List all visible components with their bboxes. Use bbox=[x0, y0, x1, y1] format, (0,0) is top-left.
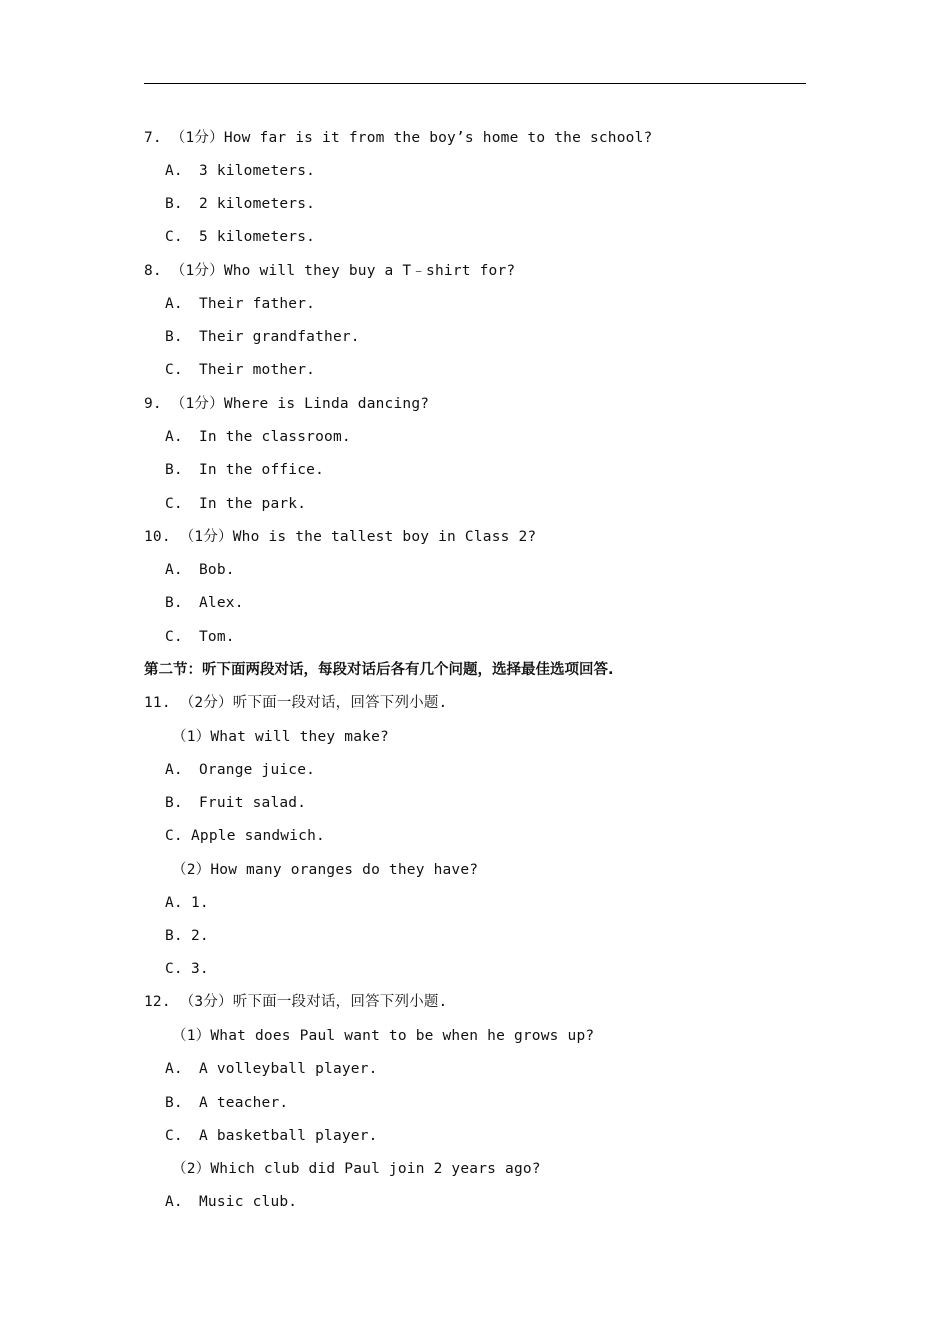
option-text: Apple sandwich. bbox=[191, 828, 325, 844]
question-7-stem: 7. （1分）How far is it from the boy’s home to the school? bbox=[144, 130, 653, 146]
option-letter: A. bbox=[165, 762, 183, 778]
option-text: Tom. bbox=[199, 629, 235, 645]
option-letter: B. bbox=[165, 1095, 183, 1111]
question-11-part-2-stem: （2）How many oranges do they have? bbox=[172, 862, 479, 878]
section-2-heading: 第二节：听下面两段对话，每段对话后各有几个问题，选择最佳选项回答. bbox=[144, 662, 614, 678]
option-text: 1. bbox=[191, 895, 209, 911]
option-letter: B. bbox=[165, 595, 183, 611]
option-text: 2. bbox=[191, 928, 209, 944]
question-11-2-option-a[interactable] bbox=[165, 894, 209, 912]
option-letter: C. bbox=[165, 629, 183, 645]
option-text: In the classroom. bbox=[199, 429, 351, 445]
option-letter: B. bbox=[165, 196, 183, 212]
option-letter: B. bbox=[165, 462, 183, 478]
option-letter: C. bbox=[165, 961, 183, 977]
question-11-2-option-b[interactable] bbox=[165, 927, 209, 945]
option-text: Their mother. bbox=[199, 362, 316, 378]
question-12-1-option-b[interactable] bbox=[165, 1094, 288, 1112]
option-text: Fruit salad. bbox=[199, 795, 307, 811]
question-11-1-option-c[interactable] bbox=[165, 827, 325, 845]
option-letter: C. bbox=[165, 362, 183, 378]
question-8-option-a[interactable] bbox=[165, 295, 315, 313]
option-text: Orange juice. bbox=[199, 762, 316, 778]
question-11-2-option-c[interactable] bbox=[165, 960, 209, 978]
question-9-option-b[interactable] bbox=[165, 461, 324, 479]
question-11-1-option-a[interactable] bbox=[165, 761, 315, 779]
question-9-stem: 9. （1分）Where is Linda dancing? bbox=[144, 396, 430, 412]
question-10-option-c[interactable] bbox=[165, 628, 235, 646]
option-text: A volleyball player. bbox=[199, 1061, 378, 1077]
option-letter: C. bbox=[165, 229, 183, 245]
option-text: Bob. bbox=[199, 562, 235, 578]
option-text: In the park. bbox=[199, 496, 307, 512]
option-letter: A. bbox=[165, 562, 183, 578]
option-text: Their grandfather. bbox=[199, 329, 360, 345]
option-text: A teacher. bbox=[199, 1095, 289, 1111]
option-letter: B. bbox=[165, 329, 183, 345]
question-9-option-c[interactable] bbox=[165, 495, 306, 513]
question-12-1-option-a[interactable] bbox=[165, 1060, 378, 1078]
option-letter: C. bbox=[165, 1128, 183, 1144]
question-11-part-1-stem: （1）What will they make? bbox=[172, 729, 389, 745]
question-12-part-1-stem: （1）What does Paul want to be when he grows up? bbox=[172, 1028, 595, 1044]
option-letter: A. bbox=[165, 163, 183, 179]
question-8-option-c[interactable] bbox=[165, 361, 315, 379]
header-rule bbox=[144, 83, 806, 84]
question-7-option-c[interactable] bbox=[165, 228, 315, 246]
option-text: Alex. bbox=[199, 595, 244, 611]
option-text: 2 kilometers. bbox=[199, 196, 316, 212]
option-letter: A. bbox=[165, 429, 183, 445]
option-letter: A. bbox=[165, 895, 183, 911]
option-text: 3. bbox=[191, 961, 209, 977]
option-text: A basketball player. bbox=[199, 1128, 378, 1144]
question-8-option-b[interactable] bbox=[165, 328, 360, 346]
option-letter: C. bbox=[165, 496, 183, 512]
option-letter: C. bbox=[165, 828, 183, 844]
option-text: Music club. bbox=[199, 1194, 298, 1210]
question-12-part-2-stem: （2）Which club did Paul join 2 years ago? bbox=[172, 1161, 541, 1177]
question-11-1-option-b[interactable] bbox=[165, 794, 306, 812]
question-10-option-b[interactable] bbox=[165, 594, 244, 612]
question-10-option-a[interactable] bbox=[165, 561, 235, 579]
question-12-stem: 12. （3分）听下面一段对话，回答下列小题. bbox=[144, 994, 448, 1010]
question-11-stem: 11. （2分）听下面一段对话，回答下列小题. bbox=[144, 695, 448, 711]
question-7-option-b[interactable] bbox=[165, 195, 315, 213]
option-letter: A. bbox=[165, 1061, 183, 1077]
option-letter: B. bbox=[165, 928, 183, 944]
question-10-stem: 10. （1分）Who is the tallest boy in Class 2? bbox=[144, 529, 537, 545]
option-text: 3 kilometers. bbox=[199, 163, 316, 179]
option-letter: A. bbox=[165, 1194, 183, 1210]
question-8-stem: 8. （1分）Who will they buy a T﹣shirt for? bbox=[144, 263, 516, 279]
option-text: 5 kilometers. bbox=[199, 229, 316, 245]
option-text: Their father. bbox=[199, 296, 316, 312]
option-text: In the office. bbox=[199, 462, 325, 478]
question-12-1-option-c[interactable] bbox=[165, 1127, 378, 1145]
option-letter: B. bbox=[165, 795, 183, 811]
question-9-option-a[interactable] bbox=[165, 428, 351, 446]
question-12-2-option-a[interactable] bbox=[165, 1193, 297, 1211]
option-letter: A. bbox=[165, 296, 183, 312]
question-7-option-a[interactable] bbox=[165, 162, 315, 180]
